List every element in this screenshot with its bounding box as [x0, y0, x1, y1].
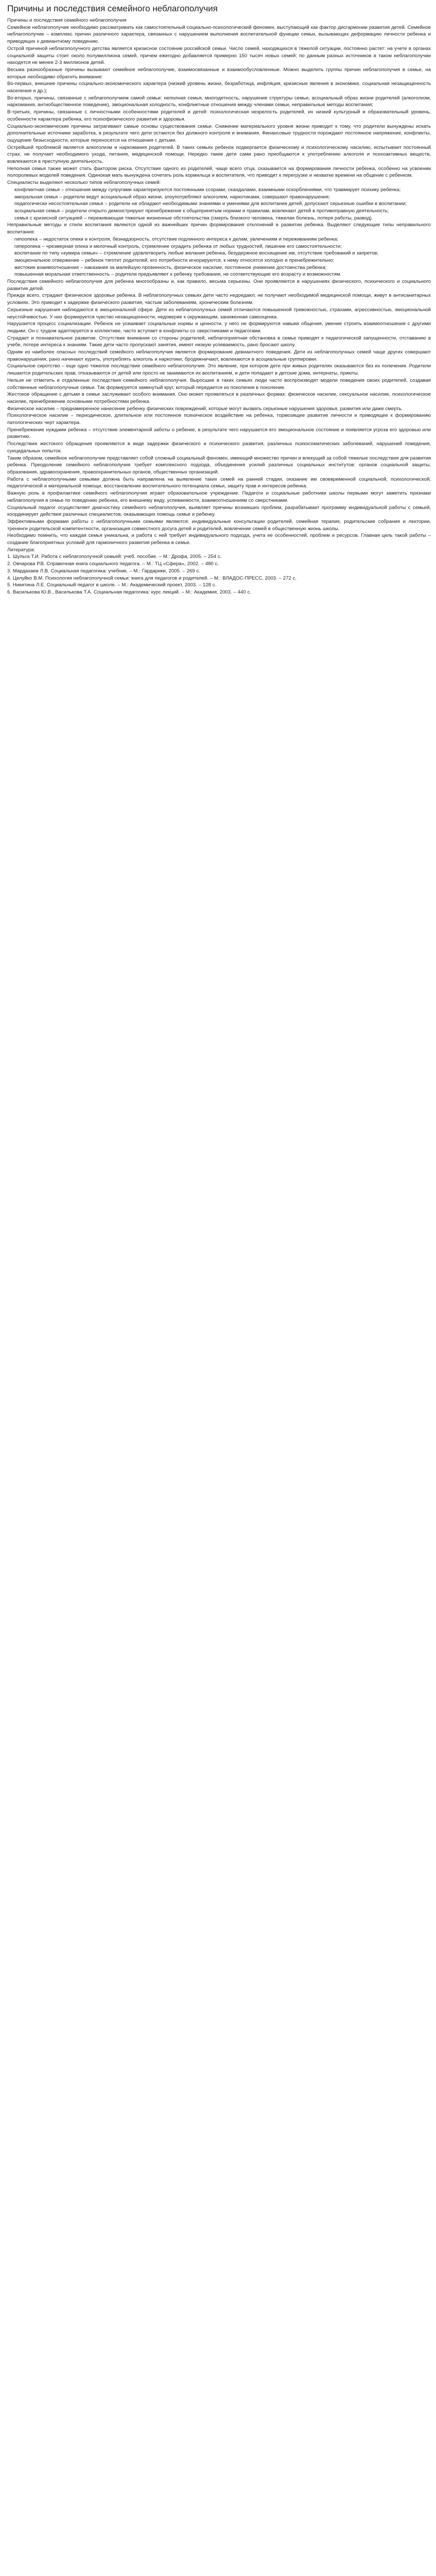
paragraph: Физическое насилие – преднамеренное нанесение ребенку физических повреждений, которые могут вызвать серьезные нарушения здоровья, развития или даже смерть.: [7, 405, 403, 412]
paragraph: аморальная семья – родители ведут асоциальный образ жизни, злоупотребляют алкоголем, наркотиками, совершают правонарушения;: [14, 194, 330, 200]
paragraph: В-третьих, причины, связанные с личностными особенностями родителей и детей: психологическая незрелость родителей, их низкий культурный и образовательный уровень, особенности характера ребенка, его психофизического развития и здоровья.: [7, 109, 431, 122]
paragraph: семья с кризисной ситуацией – переживающая тяжелые жизненные обстоятельства (смерть близкого человека, тяжелая болезнь, потеря работы, развод).: [14, 215, 373, 221]
paragraph: Острой причиной неблагополучного детства является кризисное состояние российской семьи. Число семей, находящихся в тяжелой ситуации, постоянно растет: на учете в органах социальной защиты стоит около полумиллиона семей, причем ежегодно добавляется примерно 150 тысяч новых семей; по данным разных источников в таком неблагополучии находятся не менее 2-3 миллионов детей.: [7, 45, 431, 66]
paragraph: Социально-экономические причины затрагивают самые основы существования семьи. Снижение материального уровня жизни приводит к тому, что родители вынуждены искать дополнительные источники заработка, в результате чего дети остаются без должного контроля и внимания. Финансовые трудности порождают постоянное напряжение, конфликты, ощущение безысходности, которые переносятся на отношения с детьми.: [7, 123, 431, 143]
paragraph: конфликтная семья – отношения между супругами характеризуются постоянными ссорами, скандалами, взаимными оскорблениями, что травмирует психику ребенка;: [14, 187, 401, 193]
article-body: [7, 17, 431, 553]
paragraph: Семейное неблагополучие необходимо рассматривать как самостоятельный социально-психологический феномен, выступающий как фактор дисгармонии развития детей. Семейное неблагополучие – комплекс причин различного характера, связанных с нарушением выполнения воспитательной функции семьи, вызывающих деформацию личности ребенка и приводящих к девиантному поведению.: [7, 24, 431, 45]
paragraph: Пренебрежение нуждами ребенка – отсутствие элементарной заботы о ребенке, в результате чего нарушается его эмоциональное состояние и появляется угроза его здоровью или развитию.: [7, 427, 431, 440]
paragraph: Весьма разнообразные причины вызывают семейное неблагополучие, взаимосвязанные и взаимообусловленные. Можно выделить группы причин неблагополучия в семье, на которые необходимо обратить внимание:: [7, 66, 431, 80]
paragraph: Необходимо помнить, что каждая семья уникальна, и работа с ней требует индивидуального подхода, учета ее особенностей, проблем и ресурсов. Главная цель такой работы – создание благоприятных условий для гармоничного развития ребенка в семье.: [7, 533, 431, 546]
paragraph: Неправильные методы и стили воспитания являются одной из важнейших причин формирования отклонений в развитии ребенка. Выделяют следующие типы неправильного воспитания:: [7, 222, 431, 235]
paragraph: Серьезные нарушения наблюдаются в эмоциональной сфере. Дети из неблагополучных семей отличаются повышенной тревожностью, страхами, агрессивностью, эмоциональной неустойчивостью. У них формируется чувство незащищенности, недоверие к окружающим, заниженная самооценка.: [7, 307, 431, 320]
paragraph: Страдает и познавательное развитие. Отсутствие внимания со стороны родителей, неблагоприятная обстановка в семье приводят к педагогической запущенности, отставанию в учебе, потере интереса к знаниям. Такие дети часто пропускают занятия, имеют низкую успеваемость, рано бросают школу.: [7, 335, 431, 348]
paragraph: гиперопека – чрезмерная опека и мелочный контроль, стремление оградить ребенка от любых трудностей, лишение его самостоятельности;: [14, 243, 342, 249]
reference-item: 1. Шульга Т.И. Работа с неблагополучной семьей: учеб. пособие. – М.: Дрофа, 2005. – 254 с.: [7, 554, 222, 560]
paragraph: Нарушается процесс социализации. Ребенок не усваивает социальные нормы и ценности, у него не формируются навыки общения, умение строить взаимоотношения с другими людьми. Он с трудом адаптируется в коллективе, часто вступает в конфликты со сверстниками и педагогами.: [7, 321, 431, 334]
paragraph: Эффективными формами работы с неблагополучными семьями являются: индивидуальные консультации родителей, семейная терапия, родительские собрания и лектории, тренинги родительской компетентности, организация совместного досуга детей и родителей, вовлечение семей в общественную жизнь школы.: [7, 518, 431, 532]
paragraph: жестокие взаимоотношения – наказания за малейшую провинность, физическое насилие, постоянное унижение достоинства ребенка;: [14, 264, 327, 270]
paragraph: Работа с неблагополучными семьями должна быть направлена на выявление таких семей на ранней стадии, оказание им своевременной социальной, психологической, педагогической и материальной помощи, восстановление воспитательного потенциала семьи, защиту прав и интересов ребенка.: [7, 476, 431, 489]
paragraph: Социальное сиротство – еще одно тяжелое последствие семейного неблагополучия. Это явление, при котором дети при живых родителях оказываются без их попечения. Родители лишаются родительских прав, отказываются от детей или просто не занимаются их воспитанием, и дети попадают в детские дома, интернаты, приюты.: [7, 363, 431, 377]
paragraph: воспитание по типу «кумира семьи» – стремление удовлетворить любые желания ребенка, безудержное восхищение им, отсутствие требований и запретов;: [14, 250, 379, 257]
paragraph: Острейшей проблемой является алкоголизм и наркомания родителей. В таких семьях ребенок подвергается физическому и психологическому насилию, испытывает постоянный страх, не получает необходимого ухода, питания, медицинской помощи. Нередко такие дети сами рано приобщаются к употреблению алкоголя и психоактивных веществ, вовлекаются в преступную деятельность.: [7, 144, 431, 165]
paragraph: педагогически несостоятельная семья – родители не обладают необходимыми знаниями и умениями для воспитания детей, допускают серьезные ошибки в воспитании;: [14, 201, 407, 207]
paragraph: Таким образом, семейное неблагополучие представляет собой сложный социальный феномен, имеющий множество причин и влекущий за собой тяжелые последствия для развития ребенка. Преодоление семейного неблагополучия требует комплексного подхода, объединения усилий различных социальных институтов: органов социальной защиты, образования, здравоохранения, правоохранительных органов, общественных организаций.: [7, 455, 431, 475]
paragraph: Неполная семья также может стать фактором риска. Отсутствие одного из родителей, чаще всего отца, сказывается на формировании личности ребенка, особенно на усвоении полоролевых моделей поведения. Одинокая мать вынуждена сочетать роль кормильца и воспитателя, что приводит к перегрузке и нехватке времени на общение с ребенком.: [7, 165, 431, 179]
reference-item: 6. Василькова Ю.В., Василькова Т.А. Социальная педагогика: курс лекций. – М.: Академия, 2003. – 440 с.: [7, 589, 252, 595]
reference-item: 5. Никитина Л.Е. Социальный педагог в школе. – М.: Академический проект, 2003. – 128 с.: [7, 582, 217, 588]
paragraph: Последствия семейного неблагополучия для ребенка многообразны и, как правило, весьма серьезны. Они проявляются в нарушениях физического, психического и социального развития детей.: [7, 279, 431, 292]
reference-list: [7, 553, 431, 596]
paragraph: Важную роль в профилактике семейного неблагополучия играет образовательное учреждение. Педагоги и социальные работники школы первыми могут заметить признаки неблагополучия в семье по поведению ребенка, его внешнему виду, успеваемости, взаимоотношениям со сверстниками.: [7, 490, 431, 503]
paragraph: Нельзя не отметить и отдаленные последствия семейного неблагополучия. Выросшие в таких семьях люди часто воспроизводят модели поведения своих родителей, создавая собственные неблагополучные семьи. Так формируется замкнутый круг, который передается из поколения в поколение.: [7, 377, 431, 391]
paragraph: Последствия жестокого обращения проявляются в виде задержки физического и психического развития, различных психосоматических заболеваний, нарушений поведения, суицидальных попыток.: [7, 441, 431, 454]
paragraph: Прежде всего, страдает физическое здоровье ребенка. В неблагополучных семьях дети часто недоедают, не получают необходимой медицинской помощи, живут в антисанитарных условиях. Это приводит к задержке физического развития, частым заболеваниям, хроническим болезням.: [7, 293, 431, 306]
paragraph: эмоциональное отвержение – ребенок тяготит родителей, его потребности игнорируются, к нему относятся холодно и пренебрежительно;: [14, 257, 335, 263]
document-page: [0, 0, 436, 596]
reference-item: 4. Целуйко В.М. Психология неблагополучной семьи: книга для педагогов и родителей. – М.: ВЛАДОС-ПРЕСС, 2003. – 272 с.: [7, 575, 297, 581]
reference-item: 2. Овчарова Р.В. Справочная книга социального педагога. – М.: ТЦ «Сфера», 2002. – 480 с.: [7, 561, 219, 567]
paragraph: Жестокое обращение с детьми в семье заслуживает особого внимания. Оно может проявляться в различных формах: физическое насилие, сексуальное насилие, психологическое насилие, пренебрежение основными потребностями ребенка.: [7, 392, 431, 404]
paragraph: повышенная моральная ответственность – родители предъявляют к ребенку требования, не соответствующие его возрасту и возможностям.: [14, 272, 342, 278]
paragraph: Социальный педагог осуществляет диагностику семейного неблагополучия, выявляет причины возникших проблем, разрабатывает программу индивидуальной работы с семьей, координирует действия различных специалистов, оказывающих помощь семье и ребенку.: [7, 504, 431, 518]
page-title: Причины и последствия семейного неблагополучия: [7, 4, 218, 13]
paragraph: Одним из наиболее опасных последствий семейного неблагополучия является формирование девиантного поведения. Дети из неблагополучных семей чаще других совершают правонарушения, рано начинают курить, употреблять алкоголь и наркотики, бродяжничают, вовлекаются в асоциальные группировки.: [7, 349, 431, 362]
paragraph: Во-вторых, причины, связанные с неблагополучием самой семьи: неполная семья, многодетность, нарушение структуры семьи, асоциальный образ жизни родителей (алкоголизм, наркомания, антиобщественное поведение), эмоциональная холодность, конфликтные отношения между членами семьи, неправильные методы воспитания;: [7, 95, 431, 108]
paragraph: асоциальная семья – родители открыто демонстрируют пренебрежение к общепринятым нормам и правилам, вовлекают детей в противоправную деятельность;: [14, 208, 389, 214]
paragraph: Причины и последствия семейного неблагополучия: [7, 18, 127, 23]
paragraph: Во-первых, внешние причины социально-экономического характера (низкий уровень жизни, безработица, инфляция, кризисные явления в экономике, социальная незащищенность населения и др.);: [7, 81, 431, 94]
reference-item: 3. Мардахаев Л.В. Социальная педагогика: учебник. – М.: Гардарики, 2005. – 269 с.: [7, 568, 200, 574]
paragraph: Специалисты выделяют несколько типов неблагополучных семей:: [7, 180, 161, 186]
paragraph: Психологическое насилие – периодическое, длительное или постоянное психическое воздействие на ребенка, тормозящее развитие личности и приводящее к формированию патологических черт характера.: [7, 413, 431, 426]
paragraph: гипоопека – недостаток опеки и контроля, безнадзорность, отсутствие подлинного интереса к делам, увлечениям и переживаниям ребенка;: [14, 236, 339, 242]
paragraph: Литература:: [7, 547, 36, 553]
